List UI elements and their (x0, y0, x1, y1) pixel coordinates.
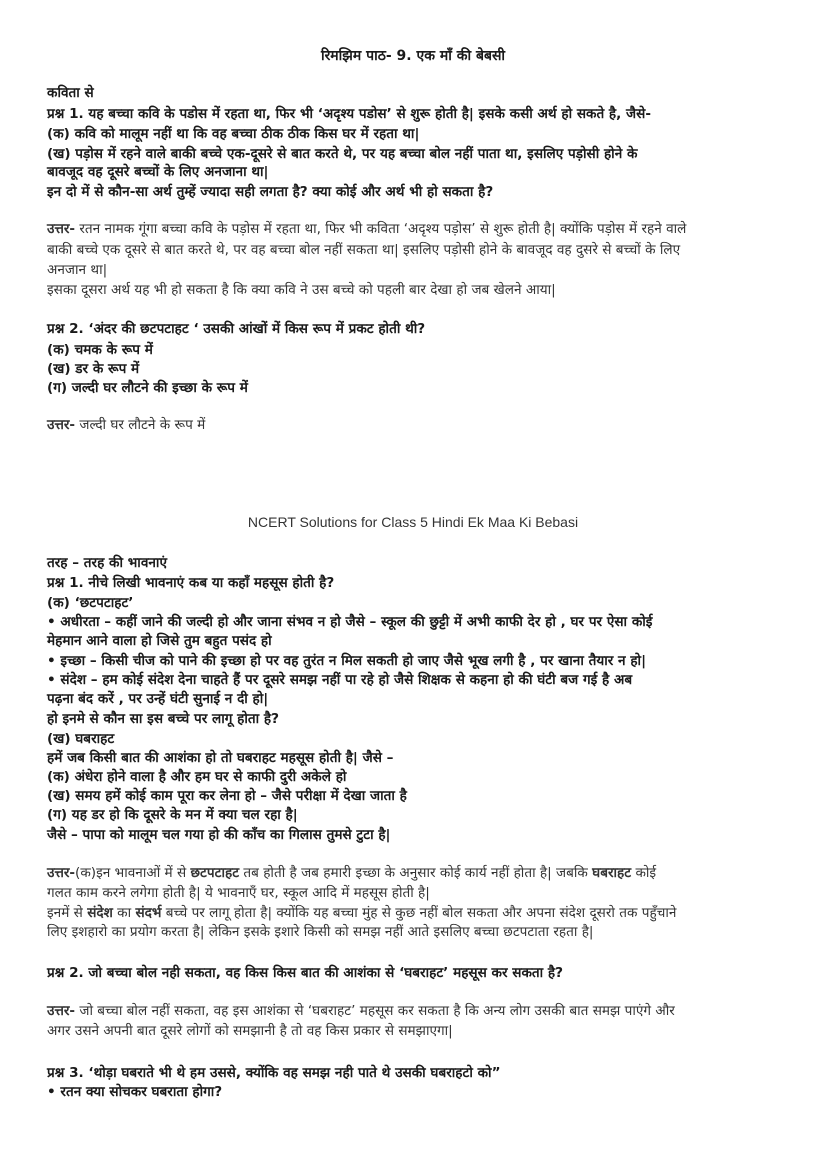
question-line: प्रश्न 3. ‘थोड़ा घबराते भी थे हम उससे, क्योंकि वह समझ नही पाते थे उसकी घबराहटो को” (47, 1065, 501, 1081)
question-line: (क) कवि को मालूम नहीं था कि वह बच्चा ठीक ठीक किस घर में रहता था| (47, 126, 420, 142)
option-line: (क) ‘छटपटाहट’ (47, 595, 134, 611)
keyword: संदेश (87, 905, 113, 921)
text-line: हमें जब किसी बात की आशंका हो तो घबराहट महसूस होती है| जैसे – (47, 750, 394, 766)
question-line: प्रश्न 2. जो बच्चा बोल नही सकता, वह किस किस बात की आशंका से ‘घबराहट’ महसूस कर सकता है? (47, 965, 564, 981)
answer-label: उत्तर- (47, 1003, 76, 1019)
answer-line: अनजान था| (47, 262, 108, 278)
question-line: बावजूद वह दूसरे बच्चों के लिए अनजाना था| (47, 164, 269, 180)
answer-line (47, 864, 656, 882)
keyword: घबराहट (592, 865, 632, 881)
text-line: जैसे – पापा को मालूम चल गया हो की काँच का गिलास तुमसे टुटा है| (47, 827, 391, 843)
answer-text: का (112, 905, 136, 921)
question-line: प्रश्न 2. ‘अंदर की छटपटाहट ‘ उसकी आंखों में किस रूप में प्रकट होती थी? (47, 321, 426, 337)
bullet-line: पढ़ना बंद करें , पर उन्हें घंटी सुनाई न दी हो| (47, 691, 269, 707)
bullet-line: • इच्छा – किसी चीज को पाने की इच्छा हो पर वह तुरंत न मिल सकती हो जाए जैसे भूख लगी है , पर खाना तैयार न हो| (47, 653, 647, 669)
answer-line: बाकी बच्चे एक दूसरे से बात करते थे, पर वह बच्चा बोल नहीं सकता था| इसलिए पड़ोसी होने के बावजूद वह दुसरे से बच्चों के लिए (47, 242, 681, 258)
answer-line (47, 416, 205, 434)
option-line: (ग) जल्दी घर लौटने की इच्छा के रूप में (47, 380, 248, 396)
bullet-line: • अधीरता – कहीं जाने की जल्दी हो और जाना संभव न हो जैसे – स्कूल की छुट्टी में अभी काफी देर हो , घर पर ऐसा कोई (47, 614, 653, 630)
option-line: (ख) घबराहट (47, 731, 115, 747)
option-line: (ख) डर के रूप में (47, 361, 140, 377)
answer-text: (क)इन भावनाओं में से (75, 865, 191, 881)
answer-line: गलत काम करने लगेगा होती है| ये भावनाएँ घर, स्कूल आदि में महसूस होती है| (47, 885, 430, 901)
bullet-line: मेहमान आने वाला हो जिसे तुम बहुत पसंद हो (47, 633, 272, 649)
question-line: प्रश्न 1. यह बच्चा कवि के पडोस में रहता था, फिर भी ‘अदृश्य पडोस’ से शुरू होती है| इसके कसी अर्थ हो सकते है, जैसे- (47, 106, 651, 122)
answer-line (47, 220, 686, 238)
keyword: संदर्भ (135, 905, 162, 921)
bullet-line: • रतन क्या सोचकर घबराता होगा? (47, 1084, 223, 1100)
subtitle: NCERT Solutions for Class 5 Hindi Ek Maa Ki Bebasi (247, 514, 579, 530)
answer-text: जो बच्चा बोल नहीं सकता, वह इस आशंका से ‘घबराहट’ महसूस कर सकता है कि अन्य लोग उसकी बात समझ पाएंगे और (75, 1003, 675, 1019)
question-line: प्रश्न 1. नीचे लिखी भावनाएं कब या कहाँ महसूस होती है? (47, 575, 335, 591)
answer-line: अगर उसने अपनी बात दूसरे लोगों को समझानी है तो वह किस प्रकार से समझाएगा| (47, 1023, 453, 1039)
answer-text: इनमें से (47, 905, 88, 921)
answer-text: तब होती है जब हमारी इच्छा के अनुसार कोई कार्य नहीं होता है| जबकि (239, 865, 593, 881)
answer-label: उत्तर- (47, 221, 76, 237)
answer-line (47, 904, 676, 922)
section-heading: कविता से (47, 85, 94, 101)
answer-text: रतन नामक गूंगा बच्चा कवि के पड़ोस में रहता था, फिर भी कविता ‘अदृश्य पड़ोस’ से शुरू होती है| क्योंकि पड़ोस में रहने वाले (75, 221, 687, 237)
option-line: (क) अंधेरा होने वाला है और हम घर से काफी दुरी अकेले हो (47, 769, 347, 785)
keyword: छटपटाहट (190, 865, 240, 881)
answer-text: जल्दी घर लौटने के रूप में (75, 417, 206, 433)
question-line: हो इनमे से कौन सा इस बच्चे पर लागू होता है? (47, 711, 279, 727)
answer-label: उत्तर- (47, 865, 76, 881)
bullet-line: • संदेश – हम कोई संदेश देना चाहते हैं पर दूसरे समझ नहीं पा रहे हो जैसे शिक्षक से कहना हो की घंटी बज गई है अब (47, 672, 633, 688)
page-title: रिमझिम पाठ- 9. एक माँ की बेबसी (320, 48, 506, 64)
option-line: (ग) यह डर हो कि दूसरे के मन में क्या चल रहा है| (47, 807, 298, 823)
option-line: (क) चमक के रूप में (47, 342, 153, 358)
question-line: (ख) पड़ोस में रहने वाले बाकी बच्चे एक-दूसरे से बात करते थे, पर यह बच्चा बोल नहीं पाता था, इसलिए पड़ोसी होने के (47, 146, 638, 162)
answer-line: इसका दूसरा अर्थ यह भी हो सकता है कि क्या कवि ने उस बच्चे को पहली बार देखा हो जब खेलने आया| (47, 282, 556, 298)
answer-line: लिए इशहारो का प्रयोग करता है| लेकिन इसके इशारे किसी को समझ नहीं आते इसलिए बच्चा छटपटाता रहता है| (47, 924, 594, 940)
answer-text: कोई (631, 865, 657, 881)
answer-label: उत्तर- (47, 417, 76, 433)
answer-text: बच्चे पर लागू होता है| क्योंकि यह बच्चा मुंह से कुछ नहीं बोल सकता और अपना संदेश दूसरो तक पहुँचाने (161, 905, 677, 921)
section-heading: तरह – तरह की भावनाएं (47, 555, 167, 571)
question-line: इन दो में से कौन-सा अर्थ तुम्हें ज्यादा सही लगता है? क्या कोई और अर्थ भी हो सकता है? (47, 184, 494, 200)
answer-line (47, 1002, 675, 1020)
option-line: (ख) समय हमें कोई काम पूरा कर लेना हो – जैसे परीक्षा में देखा जाता है (47, 788, 407, 804)
